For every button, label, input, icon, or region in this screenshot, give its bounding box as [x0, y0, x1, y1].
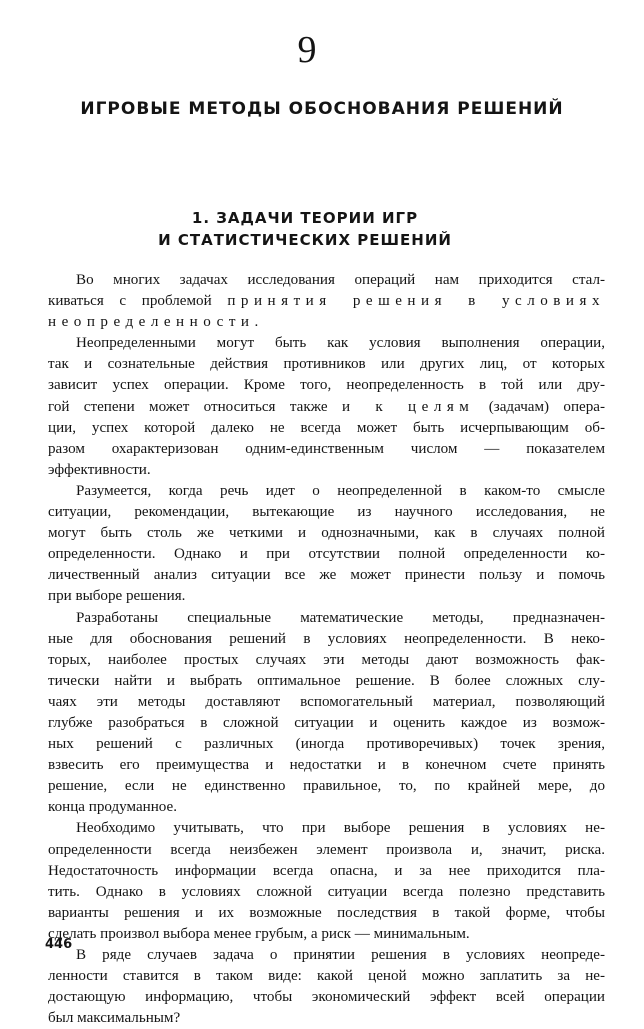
- emphasis-text: неопределенности.: [48, 314, 264, 331]
- text-line: взвесить его преимущества и недостатки и в конечном счете принять: [48, 757, 605, 774]
- chapter-number: 9: [297, 29, 317, 71]
- text-line: варианты решения и их возможные последствия в такой форме, чтобы: [48, 904, 605, 921]
- chapter-title: ИГРОВЫЕ МЕТОДЫ ОБОСНОВАНИЯ РЕШЕНИЙ: [80, 99, 564, 119]
- text-line: Необходимо учитывать, что при выборе решения в условиях не-: [76, 820, 605, 837]
- text-line: Недостаточность информации всегда опасна, и за нее приходится пла-: [48, 862, 605, 879]
- text-line: ных решений с различных (иногда противоречивых) точек зрения,: [48, 736, 605, 753]
- text-line: В ряде случаев задача о принятии решения в условиях неопреде-: [76, 947, 605, 963]
- text-line: определенности всегда неизбежен элемент произвола и, значит, риска.: [48, 841, 605, 858]
- text-fragment: гой степени может относиться также: [48, 398, 328, 415]
- text-line: личественный анализ ситуации все же может принести пользу и помочь: [48, 567, 605, 584]
- text-line: разом охарактеризован одним-единственным числом — показателем: [48, 440, 605, 457]
- emphasis-text: и к целям: [341, 398, 475, 415]
- text-line: определенности. Однако и при отсутствии полной определенности ко-: [48, 546, 605, 563]
- text-line: тически найти и выбрать оптимальное решение. В более сложных слу-: [48, 672, 605, 689]
- section-title-line-2: И СТАТИСТИЧЕСКИХ РЕШЕНИЙ: [158, 231, 452, 249]
- text-line: конца продуманное.: [48, 799, 178, 816]
- text-line: чаях эти методы доставляют вспомогательный материал, позволяющий: [48, 693, 605, 710]
- page-number: 446: [45, 937, 73, 952]
- text-line: ные для обоснования решений в условиях неопределенности. В неко-: [48, 630, 605, 647]
- text-line: Во многих задачах исследования операций нам приходится стал-: [76, 272, 605, 288]
- text-fragment: (задачам) опера-: [488, 398, 606, 415]
- text-line: Разработаны специальные математические методы, предназначен-: [76, 609, 605, 626]
- text-line: ситуации, рекомендации, вытекающие из научного исследования, не: [48, 504, 605, 521]
- text-line: достающую информацию, чтобы экономический эффект всей операции: [48, 989, 605, 1006]
- text-line: сделать произвол выбора менее грубым, а риск — минимальным.: [48, 925, 470, 942]
- text-line: тить. Однако в условиях сложной ситуации всегда полезно представить: [48, 883, 605, 900]
- section-title-line-1: 1. ЗАДАЧИ ТЕОРИИ ИГР: [191, 209, 419, 227]
- text-line: торых, наиболее простых случаях эти методы дают возможность фак-: [48, 651, 605, 668]
- text-line: зависит успех операции. Кроме того, неопределенность в той или дру-: [48, 377, 605, 394]
- body-text: [48, 270, 605, 1029]
- text-line: при выборе решения.: [48, 588, 186, 605]
- text-line: эффективности.: [48, 461, 151, 478]
- emphasis-text: принятия решения в условиях: [227, 293, 605, 310]
- text-line: был максимальным?: [48, 1010, 181, 1027]
- text-line: ленности ставится в таком виде: какой ценой можно заплатить за не-: [48, 968, 605, 985]
- text-line: [48, 291, 605, 312]
- text-line: глубже разобраться в сложной ситуации и оценить каждое из возмож-: [48, 714, 605, 731]
- section-title: [0, 207, 610, 251]
- text-line: ции, успех которой далеко не всегда может быть исчерпывающим об-: [48, 419, 605, 436]
- text-line: Неопределенными могут быть как условия выполнения операции,: [76, 335, 605, 352]
- text-line: так и сознательные действия противников или других лиц, от которых: [48, 356, 605, 373]
- text-line: решение, если не единственно правильное, то, по крайней мере, до: [48, 778, 605, 795]
- text-line: Разумеется, когда речь идет о неопределенной в каком-то смысле: [76, 482, 605, 499]
- text-line: [48, 397, 605, 418]
- text-line: могут быть столь же четкими и однозначными, как в случаях полной: [48, 525, 605, 542]
- text-fragment: киваться с проблемой: [48, 293, 212, 310]
